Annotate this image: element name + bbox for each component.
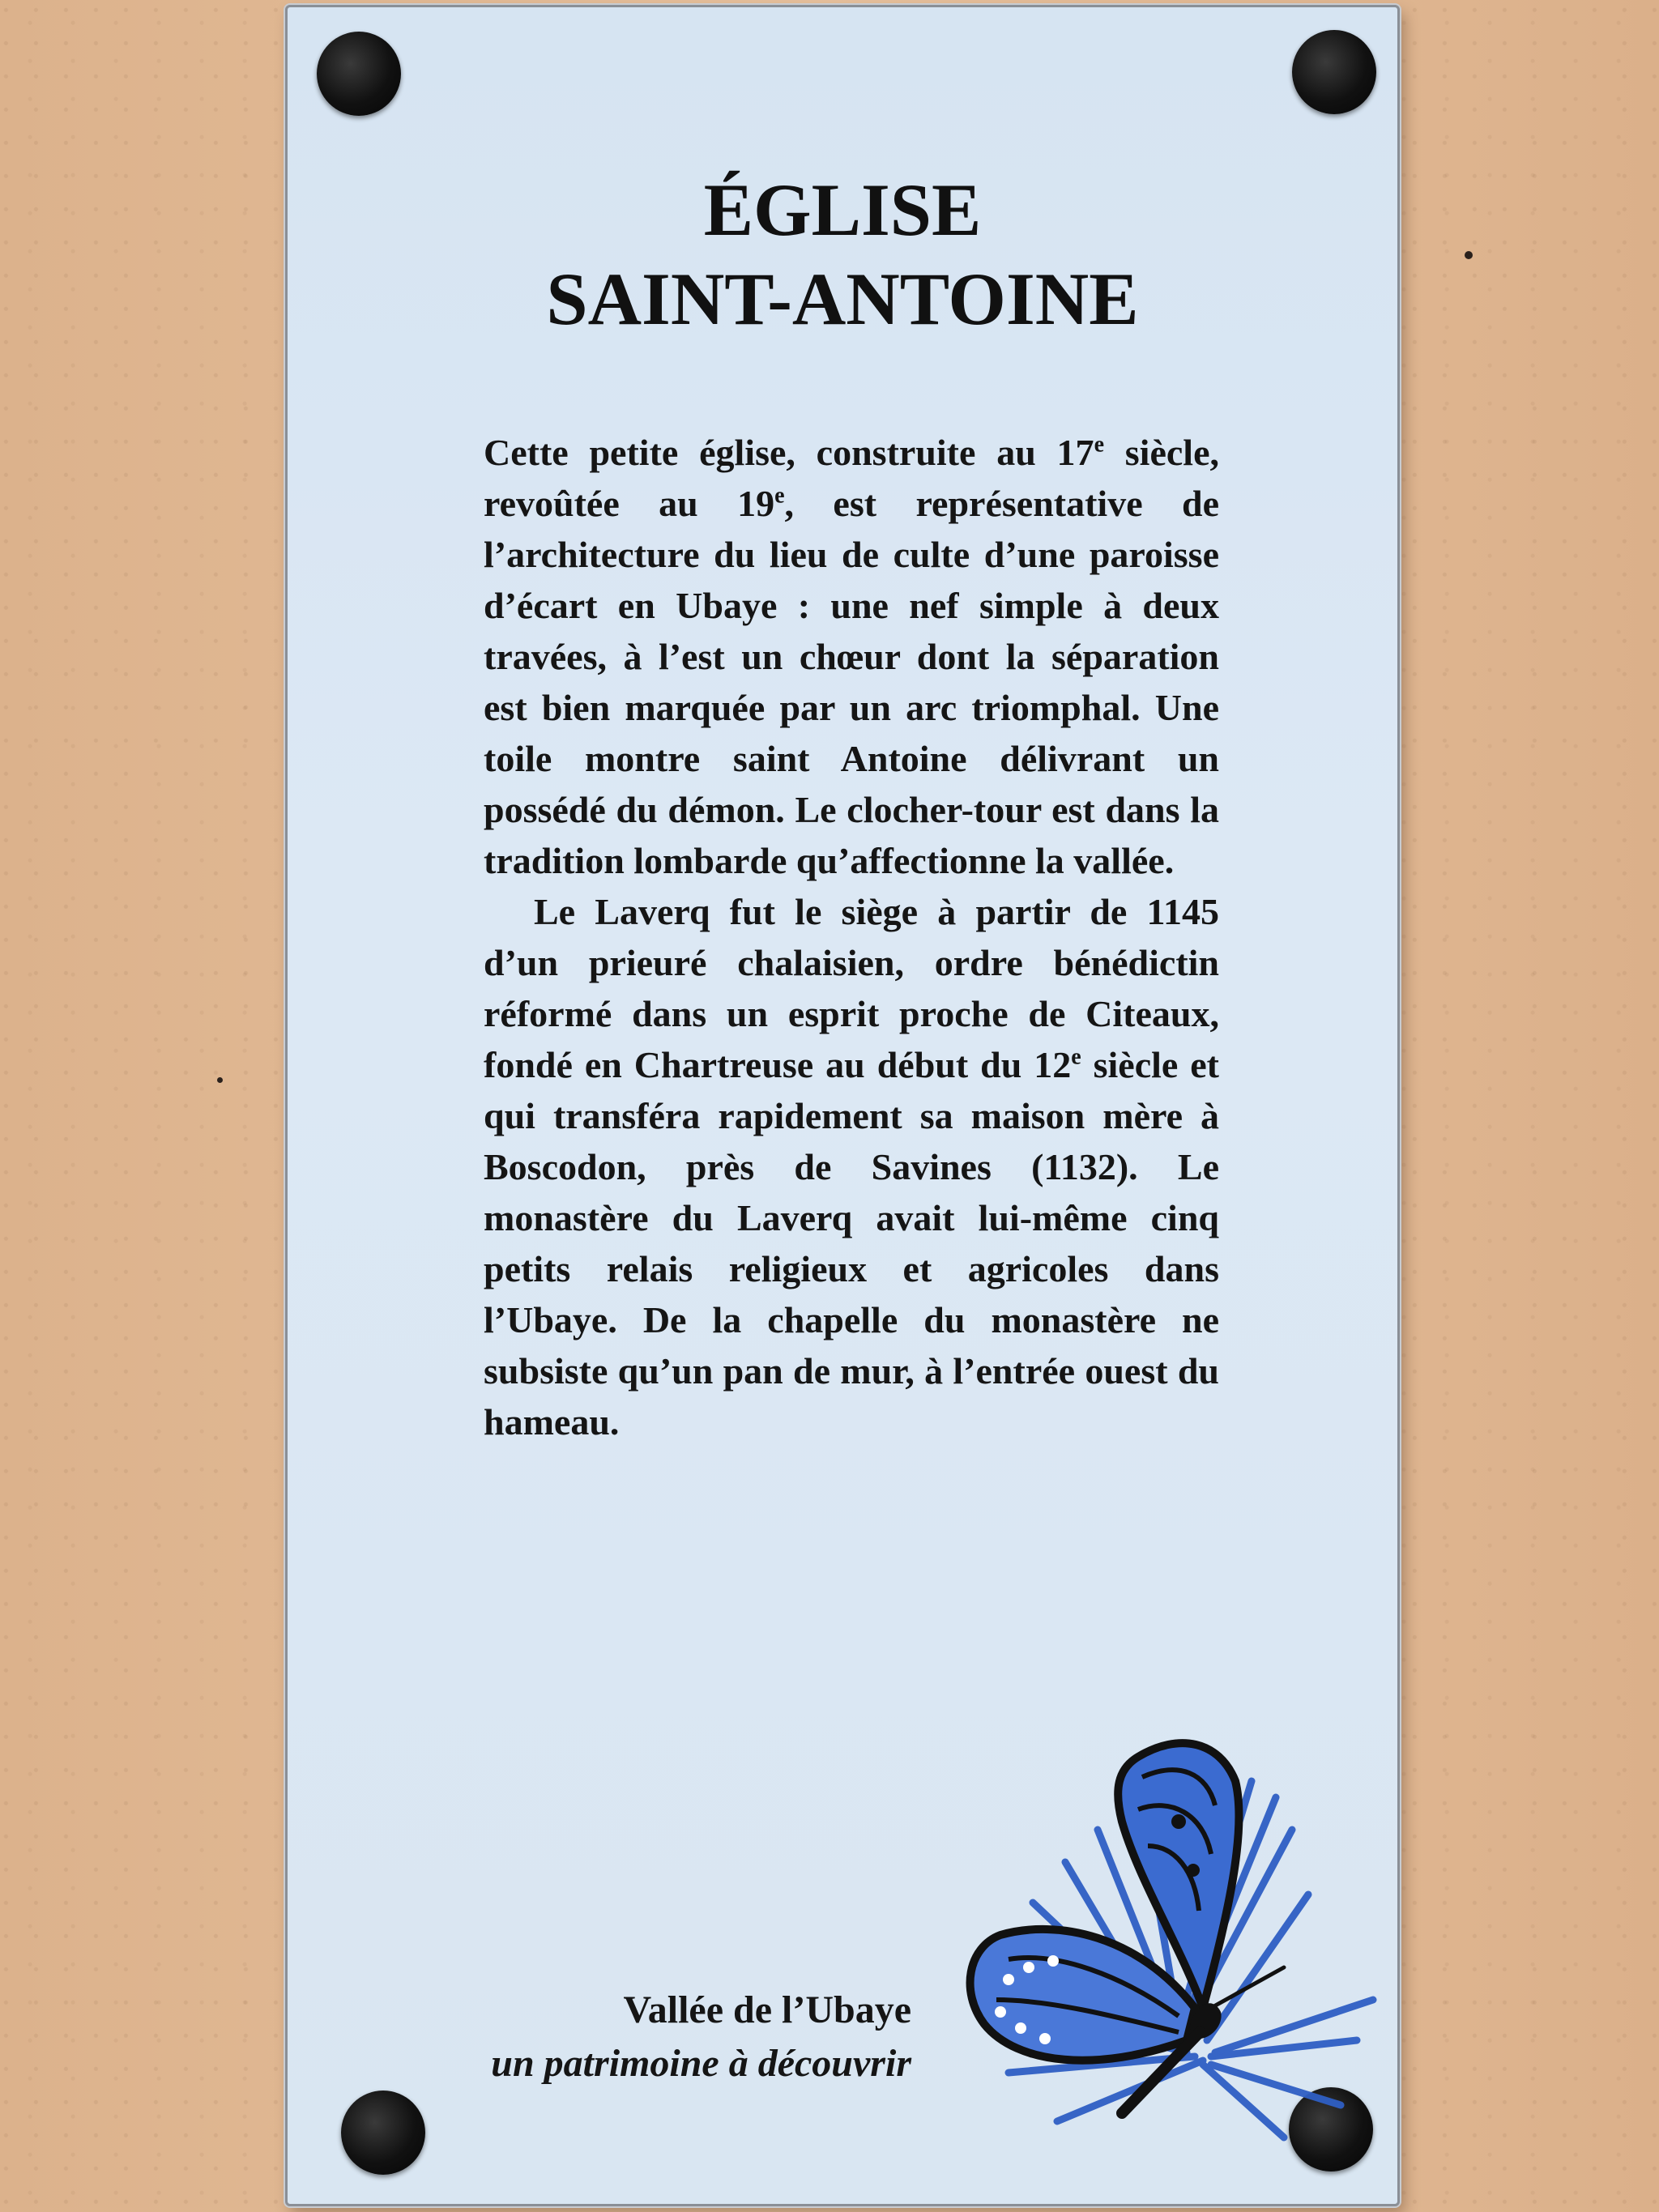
superscript: e: [774, 483, 785, 509]
title-line-1: ÉGLISE: [703, 168, 982, 251]
wall-speck: [1465, 251, 1473, 259]
paragraph-1-part-2: siècle, revoûtée au 19: [484, 432, 1219, 524]
paragraph-1-part-1: Cette petite église, construite au 17: [484, 432, 1094, 473]
screw-icon: [317, 32, 401, 116]
wall-speck: [217, 1077, 223, 1083]
plaque-footer: [491, 1984, 911, 2091]
superscript: e: [1071, 1044, 1081, 1070]
paragraph-2: [484, 886, 1219, 1447]
paragraph-2-part-1: Le Laverq fut le siège à partir de 1145 d’un prieuré chalaisien, ordre bénédictin réformé dans un esprit proche de Citeaux, fondé en Chartreuse au début du 12: [484, 891, 1219, 1085]
paragraph-1: [484, 427, 1219, 886]
plaque-body-text: [484, 427, 1219, 1447]
paragraph-2-part-2: siècle et qui transféra rapidement sa maison mère à Boscodon, près de Savines (1132). Le monastère du Laverq avait lui-même cinq petits relais religieux et agricoles dans l’Ubaye. De la chapelle du monastère ne subsiste qu’un pan de mur, à l’entrée ouest du hameau.: [484, 1044, 1220, 1443]
footer-line-1: Vallée de l’Ubaye: [623, 1988, 911, 2031]
screw-icon: [341, 2091, 425, 2175]
plaque-title: [288, 165, 1397, 343]
superscript: e: [1094, 432, 1104, 458]
paragraph-1-part-3: , est représentative de l’architecture du lieu de culte d’une paroisse d’écart en Ubaye : une nef simple à deux travées, à l’est un chœur dont la séparation est bien marquée par un arc triomphal. Une toile montre saint Antoine délivrant un possédé du démon. Le clocher-tour est dans la tradition lombarde qu’affectionne la vallée.: [484, 483, 1220, 881]
footer-line-2: un patrimoine à découvrir: [491, 2042, 911, 2085]
information-plaque: [285, 5, 1400, 2206]
butterfly-logo-icon: [936, 1733, 1389, 2154]
screw-icon: [1292, 30, 1376, 114]
title-line-2: SAINT-ANTOINE: [546, 258, 1139, 340]
